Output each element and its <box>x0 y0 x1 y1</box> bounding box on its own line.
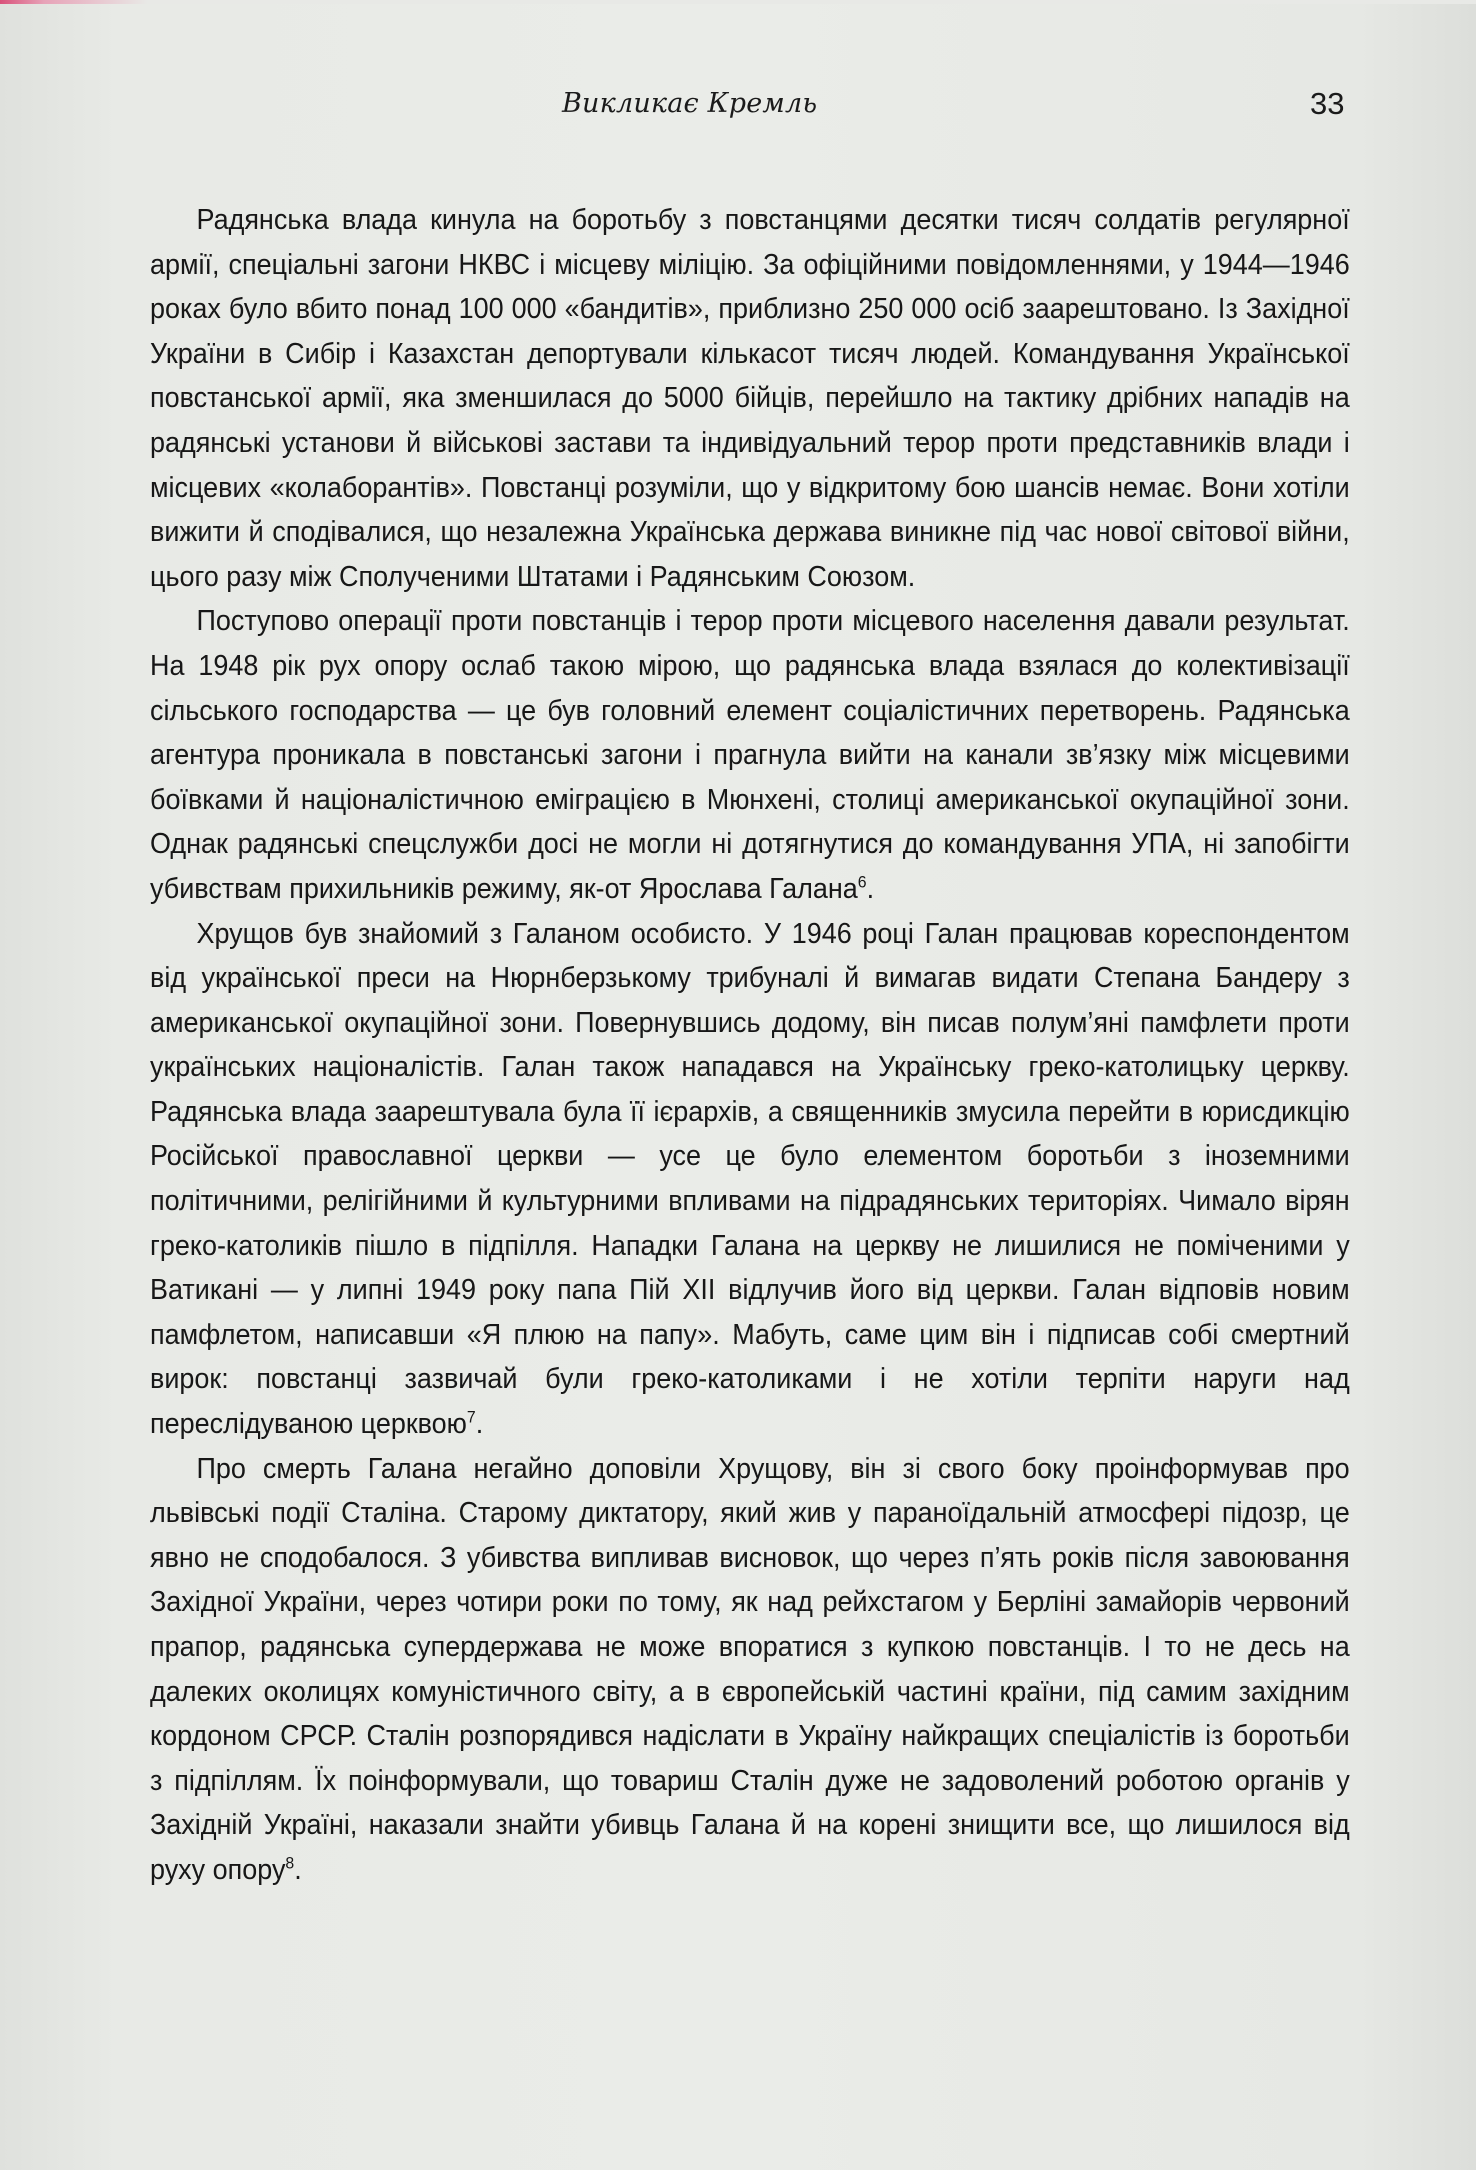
paragraph-text: Радянська влада кинула на боротьбу з повстанцями десятки тисяч солдатів регулярної армії, спеціальні загони НКВС і місцеву міліцію. За офіційними повідомленнями, у 1944—1946 роках було вбито понад 100 000 «бандитів», приблизно 250 000 осіб заарештовано. Із Західної України в Сибір і Казахстан депортували кількасот тисяч людей. Командування Української повстанської армії, яка зменшилася до 5000 бійців, перейшло на тактику дрібних нападів на радянські установи й військові застави та індивідуальний терор проти представників влади і місцевих «колаборантів». Повстанці розуміли, що у відкритому бою шансів немає. Вони хотіли вижити й сподівалися, що незалежна Українська держава виникне під час нової світової війни, цього разу між Сполученими Штатами і Радянським Союзом. <box>150 204 1350 593</box>
paragraph-tail: . <box>866 872 875 905</box>
paragraph-tail: . <box>475 1408 484 1441</box>
footnote-marker: 7 <box>466 1407 476 1427</box>
running-title: Викликає Кремль <box>562 88 818 119</box>
paragraph-4 <box>150 1447 1350 1893</box>
paragraph-1 <box>150 198 1350 599</box>
body-text <box>150 198 1350 1893</box>
paragraph-text: Поступово операції проти повстанців і терор проти місцевого населення давали результат. На 1948 рік рух опору ослаб такою мірою, що радянська влада взялася до колективізації сільського господарства — це був головний елемент соціалістичних перетворень. Радянська агентура проникала в повстанські загони і прагнула вийти на канали зв’язку між місцевими боївками й націоналістичною еміграцією в Мюнхені, столиці американської окупаційної зони. Однак радянські спецслужби досі не могли ні дотягнутися до командування УПА, ні запобігти убивствам прихильників режиму, як-от Ярослава Галана <box>150 605 1350 905</box>
paragraph-2 <box>150 599 1350 911</box>
paragraph-3 <box>150 912 1350 1447</box>
paragraph-text: Про смерть Галана негайно доповіли Хрущову, він зі свого боку проінформував про львівські події Сталіна. Старому диктатору, який жив у параноїдальній атмосфері підозр, це явно не сподобалося. З убивства випливав висновок, що через п’ять років після завоювання Західної України, через чотири роки по тому, як над рейхстагом у Берліні замайорів червоний прапор, радянська супердержава не може впоратися з купкою повстанців. І то не десь на далеких околицях комуністичного світу, а в європейській частині країни, під самим західним кордоном СРСР. Сталін розпорядився надіслати в Україну найкращих спеціалістів із боротьби з підпіллям. Їх поінформували, що товариш Сталін дуже не задоволений роботою органів у Західній Україні, наказали знайти убивць Галана й на корені знищити все, що лишилося від руху опору <box>150 1452 1350 1886</box>
paragraph-text: Хрущов був знайомий з Галаном особисто. У 1946 році Галан працював кореспондентом від української преси на Нюрнберзькому трибуналі й вимагав видати Степана Бандеру з американської окупаційної зони. Повернувшись додому, він писав полум’яні памфлети проти українських націоналістів. Галан також нападався на Українську греко-католицьку церкву. Радянська влада заарештувала була її ієрархів, а священників змусила перейти в юрисдикцію Російської православної церкви — усе це було елементом боротьби з іноземними політичними, релігійними й культурними впливами на підрадянських територіях. Чимало вірян греко-католиків пішло в підпілля. Нападки Галана на церкву не лишилися не поміченими у Ватикані — у липні 1949 року папа Пій XII відлучив його від церкви. Галан відповів новим памфлетом, написавши «Я плюю на папу». Мабуть, саме цим він і підписав собі смертний вирок: повстанці зазвичай були греко-католиками і не хотіли терпіти наруги над переслідуваною церквою <box>150 917 1350 1441</box>
footnote-marker: 6 <box>857 872 867 892</box>
page-number: 33 <box>1310 86 1345 121</box>
running-head <box>0 88 1476 128</box>
footnote-marker: 8 <box>285 1853 295 1873</box>
page-top-edge <box>0 0 1476 4</box>
paragraph-tail: . <box>294 1853 302 1886</box>
